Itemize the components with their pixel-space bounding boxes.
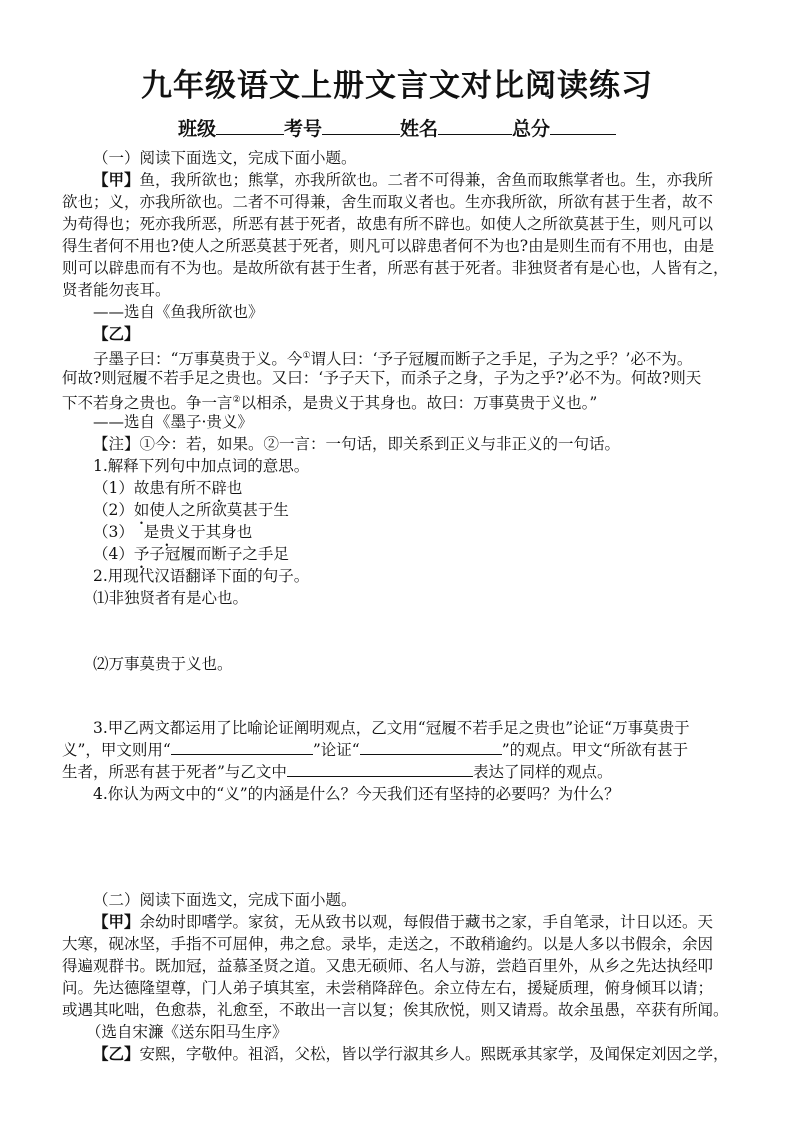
student-info-line [0,114,794,141]
part2-jia-text: 得遍观群书。既加冠，益慕圣贤之道。又患无硕师、名人与游，尝趋百里外，从乡之先达执经叩 [62,957,714,975]
score-label: 总分 [512,118,551,140]
part2-intro: （二）阅读下面选文，完成下面小题。 [93,891,357,909]
question-3-text: ”论证“ [312,741,360,759]
exam-no-blank[interactable] [322,116,400,135]
part1-yi-label: 【乙】 [93,324,140,343]
item-number: （1） [93,479,134,497]
dotted-word: 贵 [159,523,175,541]
question-4: 4.你认为两文中的“义”的内涵是什么？今天我们还有坚持的必要吗？为什么？ [93,785,620,803]
question-1: 1.解释下列句中加点词的意思。 [93,457,310,475]
part1-jia-text: 则可以辟患而有不为也。是故所欲有甚于生者，所恶有甚于死者。非独贤者有是心也，人皆有之， [62,259,729,277]
part2-jia-text: 余幼时即嗜学。家贫，无从致书以观，每假借于藏书之家，手自笔录，计日以还。天 [139,913,714,931]
footnote-marker: ① [302,351,311,361]
question-3-line [62,762,612,782]
item-number: （2） [93,501,134,519]
part2-yi-line [93,1044,729,1064]
part1-jia-text: 欲也；义，亦我所欲也。二者不可得兼，舍生而取义者也。生亦我所欲，所欲有甚于生者，故不 [62,193,714,211]
name-blank[interactable] [438,116,512,135]
exam-no-label: 考号 [283,118,322,140]
question-3-text: 生者，所恶有甚于死者”与乙文中 [62,763,287,781]
part1-jia-text: 贤者能勿丧耳。 [62,281,171,299]
class-label: 班级 [177,118,216,140]
document-title: 九年级语文上册文言文对比阅读练习 [141,68,653,104]
question-2-1: ⑴非独贤者有是心也。 [93,589,249,607]
part1-yi-line [93,346,692,369]
part1-intro: （一）阅读下面选文，完成下面小题。 [93,149,357,167]
part1-jia-text: 鱼，我所欲也；熊掌，亦我所欲也。二者不可得兼，舍鱼而取熊掌者也。生，亦我所 [139,171,714,189]
answer-blank[interactable] [287,762,473,777]
part2-jia-text: 或遇其叱咄，色愈恭，礼愈至，不敢出一言以复；俟其欣悦，则又请焉。故余虽愚，卒获有所闻。 [62,1001,729,1019]
item-text: 是 [143,523,160,541]
part1-yi-text: 以相杀，是贵义于其身也。故曰：万事莫贵于义也。” [240,394,598,413]
part1-yi-text: 下不若身之贵也。争一言 [62,394,233,413]
answer-blank[interactable] [360,740,502,755]
part1-yi-text: 谓人曰：‘予子冠履而断子之手足，子为之乎？’必不为。 [310,350,693,369]
part2-jia-text: 大寒，砚冰坚，手指不可屈伸，弗之怠。录毕，走送之，不敢稍逾约。以是人多以书假余，余因 [62,935,714,953]
part1-note: 【注】①今：若，如果。②一言：一句话，即关系到正义与非正义的一句话。 [93,435,621,453]
footnote-marker: ② [232,395,241,405]
part2-jia-line [93,912,713,932]
part2-jia-label: 【甲】 [93,912,140,931]
part1-jia-line [93,170,713,190]
name-label: 姓名 [400,118,439,140]
part1-jia-text: 得生者何不用也?使人之所恶莫甚于死者，则凡可以辟患者何不为也?由是则生而有不用也，由是 [62,237,715,255]
item-text: 使人之所欲莫甚于生 [149,501,289,519]
dotted-word: 辟 [211,479,227,497]
answer-blank[interactable] [171,740,313,755]
question-3-line [62,740,688,760]
item-number: （4） [93,545,134,563]
part1-jia-source: ——选自《鱼我所欲也》 [93,303,264,321]
question-2-2: ⑵万事莫贵于义也。 [93,655,233,673]
item-text: 义于其身也 [174,523,253,541]
item-text: 也 [226,479,243,497]
part1-yi-source: ——选自《墨子·贵义》 [93,413,253,431]
item-number: （3） [93,523,144,541]
dotted-word: 予 [133,545,150,563]
question-3-text: 表达了同样的观点。 [472,763,613,781]
item-text: 子冠履而断子之手足 [149,545,289,563]
part1-yi-line [62,390,597,413]
part1-yi-text: 子墨子曰：“万事莫贵于义。今 [93,350,303,369]
dotted-word: 如 [133,501,150,519]
part2-jia-source: （选自宋濂《送东阳马生序》 [86,1023,288,1041]
part2-jia-text: 问。先达德隆望尊，门人弟子填其室，未尝稍降辞色。余立侍左右，援疑质理，俯身倾耳以请； [62,979,714,997]
part2-yi-label: 【乙】 [93,1044,140,1063]
part2-yi-text: 安熙，字敬仲。祖滔，父松，皆以学行淑其乡人。熙既承其家学，及闻保定刘因之学， [139,1045,729,1063]
question-3-text: 义”，甲文则用“ [62,741,171,759]
item-text: 故患有所不 [133,479,212,497]
class-blank[interactable] [216,116,284,135]
score-blank[interactable] [550,116,616,135]
part1-jia-label: 【甲】 [93,170,140,189]
part1-yi-text: 何故?则冠履不若手足之贵也。又曰：‘予子天下，而杀子之身，子为之乎?’必不为。何故?则天 [62,369,702,387]
question-3: 3.甲乙两文都运用了比喻论证阐明观点，乙文用“冠履不若手足之贵也”论证“万事莫贵于 [93,719,690,737]
part1-jia-text: 为苟得也；死亦我所恶，所恶有甚于死者，故患有所不辟也。如使人之所欲莫甚于生，则凡可以 [62,215,714,233]
question-2: 2.用现代汉语翻译下面的句子。 [93,567,310,585]
question-3-text: ”的观点。甲文“所欲有甚于 [501,741,689,759]
